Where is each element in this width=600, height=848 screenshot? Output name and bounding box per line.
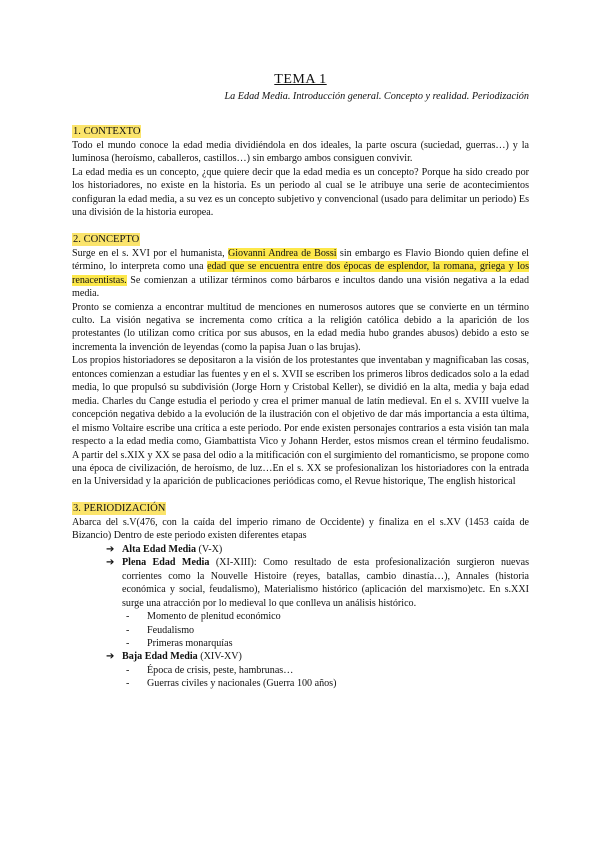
period-range: (XIV-XV) <box>197 651 242 663</box>
paragraph: La edad media es un concepto, ¿que quiere decir que la edad media es un concepto? Porque ha sido creado por los historiadores, no existe en la historia. Es un periodo al cual se le atribuye una serie de acontecimientos configuran la edad media, a su vez es un concepto subjetivo y convencional (usado para delimitar un periodo) Es una división de la historia europea. <box>72 166 529 219</box>
section-concepto <box>72 229 529 489</box>
period-name: Alta Edad Media <box>122 543 197 555</box>
arrow-right-icon: ➔ <box>106 543 115 555</box>
section-contexto <box>72 121 529 220</box>
sub-list <box>72 610 529 650</box>
list-item-text: Época de crisis, peste, hambrunas… <box>147 664 294 676</box>
list-item-text: Guerras civiles y nacionales (Guerra 100 años) <box>147 678 337 690</box>
document-page <box>72 72 529 700</box>
period-name: Plena Edad Media <box>122 557 210 569</box>
section-heading: 2. CONCEPTO <box>73 233 140 245</box>
dash-bullet: - <box>126 664 130 676</box>
text-run: Se comienzan a utilizar términos como bárbaros e incultos dando una visión negativa a la edad media. <box>72 274 529 300</box>
paragraph: Los propios historiadores se depositaron a la visión de los protestantes que inventaban y magnificaban las cosas, entonces comienzan a estudiar las fuentes y en el s. XVII se escriben los primeros libros dedicados solo a la edad media, lo que propulsó su subdivisión (Jorge Horn y Cristobal Keller), se dividió en la alta, media y baja edad media. Charles du Cange estudia el periodo y crea el primer manual de latín medieval. En el s. XVIII vuelve la concepción negativa debido a la evolución de la ilustración con el objetivo de dar más importancia a esta última, el mismo Voltaire escribe una crítica a este periodo. Por ende existen personajes contrarios a esta visión tan mala respecto a la edad media como, Giambattista Vico y Johann Herder, estos mismos crean el término feudalismo. A partir del s.XIX y XX se pasa del odio a la mitificación con el surgimiento del romanticismo, se propone como una época de civilización, de heroísmo, de luz…En el s. XX se profesionalizan los historiadores con la entrada en la Universidad y la aparición de publicaciones periódicas como, el Revue historique, The english historical <box>72 355 529 488</box>
arrow-right-icon: ➔ <box>106 651 115 663</box>
period-list <box>72 543 529 610</box>
dash-bullet: - <box>126 611 130 623</box>
period-name: Baja Edad Media <box>122 651 198 663</box>
list-item <box>126 610 529 623</box>
list-item <box>106 650 529 663</box>
list-item <box>126 664 529 677</box>
page-subtitle: La Edad Media. Introducción general. Concepto y realidad. Periodización <box>224 91 529 102</box>
period-range: (V-X) <box>196 543 223 555</box>
list-item-text: Feudalismo <box>147 624 195 636</box>
list-item <box>106 543 529 556</box>
arrow-right-icon: ➔ <box>106 557 115 569</box>
list-item-text: Momento de plenitud económico <box>147 611 281 623</box>
period-description: (XI-XIII): Como resultado de esta profesionalización surgieron nuevas corrientes como la Nouvelle Histoire (reyes, batallas, cambio dinastía…), Annales (historia económica y social, feudalismo), Materialismo histórico (aplicación del marxismo)etc. En s.XXI surge una atracción por lo medieval lo que conlleva un análisis histórico. <box>122 557 529 609</box>
dash-bullet: - <box>126 678 130 690</box>
list-item <box>126 637 529 650</box>
dash-bullet: - <box>126 624 130 636</box>
highlighted-text: Giovanni Andrea de Bossi <box>227 247 337 259</box>
text-run: sin embargo es Flavio Biondo quien define el término, lo interpreta como una <box>72 247 529 273</box>
list-item <box>106 556 529 610</box>
paragraph: Todo el mundo conoce la edad media dividiéndola en dos ideales, la parte oscura (suciedad, guerras…) y la luminosa (heroísmo, caballeros, castillos…) sin embargo ambos consiguen convivir. <box>72 140 529 165</box>
list-item <box>126 677 529 690</box>
section-heading: 1. CONTEXTO <box>73 126 141 137</box>
paragraph: Abarca del s.V(476, con la caída del imperio rimano de Occidente) y finaliza en el s.XV (1453 caída de Bizancio) Dentro de este periodo existen diferentes etapas <box>72 516 529 542</box>
sub-list <box>72 664 529 691</box>
paragraph: Pronto se comienza a encontrar multitud de menciones en numerosos autores que se convierte en un término culto. La visión negativa se incrementa como crítica a la religión católica debido a la aparición de los protestantes (lo utilizan como crítica por sus abusos, en la edad media hubo grandes abusos) debido a esto se incrementa la invención de leyendas (como la papisa Juan o las brujas). <box>72 301 529 353</box>
paragraph <box>72 247 529 301</box>
highlighted-text: edad que se encuentra entre dos épocas de esplendor, la romana, griega y los renacentistas. <box>72 261 530 286</box>
period-list <box>72 650 529 663</box>
section-heading: 3. PERIODIZACIÓN <box>73 502 166 514</box>
text-run: Surge en el s. XVI por el humanista, <box>72 247 228 259</box>
section-periodizacion <box>72 498 529 691</box>
list-item <box>126 624 529 637</box>
page-title: TEMA 1 <box>274 72 327 87</box>
dash-bullet: - <box>126 637 130 649</box>
list-item-text: Primeras monarquías <box>147 637 233 649</box>
